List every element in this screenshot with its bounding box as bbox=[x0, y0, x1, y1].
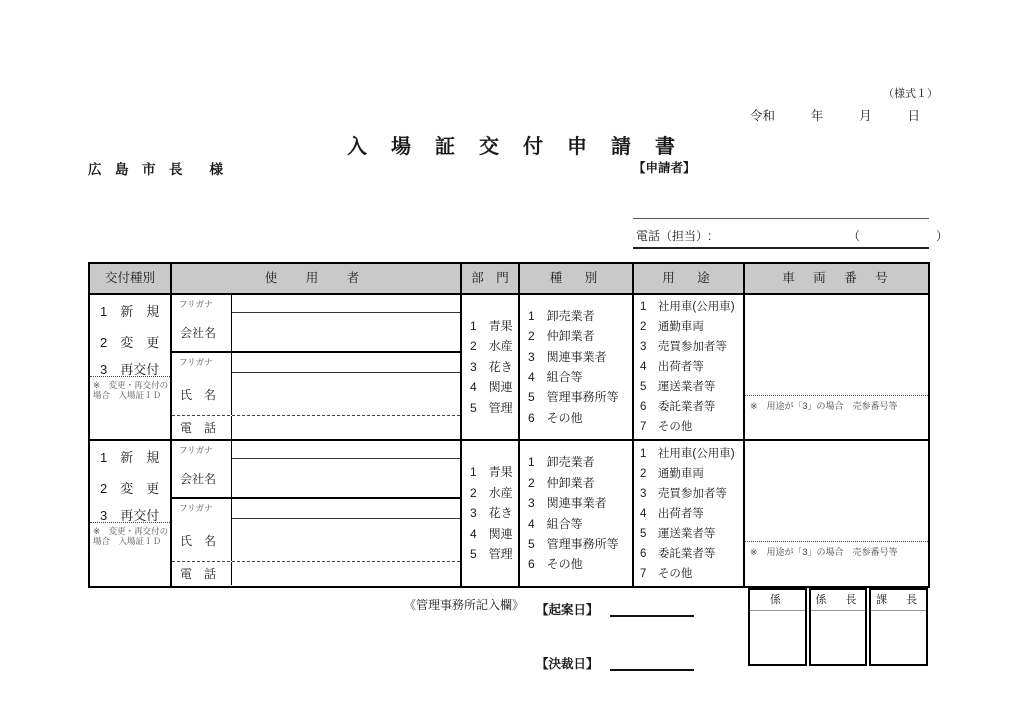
furigana-label: フリガナ bbox=[172, 295, 232, 313]
phone-row bbox=[172, 416, 460, 439]
date-era: 令和 bbox=[750, 109, 776, 123]
phone-write-area bbox=[232, 416, 460, 439]
approval-cell-staff bbox=[748, 588, 807, 666]
category-option: 1 卸売業者 bbox=[528, 308, 595, 323]
purpose-cell bbox=[634, 441, 745, 586]
user-cell bbox=[172, 295, 462, 439]
header-purpose: 用 途 bbox=[634, 264, 745, 293]
vehicle-number-cell bbox=[745, 295, 928, 439]
header-department: 部 門 bbox=[462, 264, 520, 293]
company-row bbox=[172, 313, 460, 353]
approval-header-chief: 係 長 bbox=[811, 590, 866, 611]
furigana-label: フリガナ bbox=[172, 441, 232, 459]
department-option: 5 管理 bbox=[470, 547, 513, 562]
category-option: 2 仲卸業者 bbox=[528, 475, 595, 490]
phone-underline bbox=[633, 247, 929, 249]
vehicle-note: ※ 用途が「3」の場合 売参番号等 bbox=[750, 547, 898, 557]
furigana-row-2 bbox=[172, 499, 460, 519]
purpose-option: 3 売買参加者等 bbox=[640, 487, 727, 500]
furigana-write-area bbox=[232, 295, 460, 313]
category-option: 6 その他 bbox=[528, 410, 583, 425]
furigana-label: フリガナ bbox=[172, 353, 232, 373]
furigana-label: フリガナ bbox=[172, 499, 232, 519]
form-code: （様式１） bbox=[883, 88, 938, 100]
category-option: 6 その他 bbox=[528, 557, 583, 572]
category-option: 4 組合等 bbox=[528, 370, 583, 384]
department-option: 1 青果 bbox=[470, 465, 513, 480]
category-option: 3 関連事業者 bbox=[528, 349, 607, 364]
department-option: 3 花き bbox=[470, 359, 513, 374]
issue-type-option-new: 1 新 規 bbox=[100, 304, 160, 319]
department-option: 1 青果 bbox=[470, 318, 513, 333]
department-option: 4 関連 bbox=[470, 526, 513, 541]
issue-type-option-reissue: 3 再交付 bbox=[100, 362, 160, 377]
header-issue-type: 交付種別 bbox=[90, 264, 172, 293]
department-option: 3 花き bbox=[470, 506, 513, 521]
furigana-row bbox=[172, 295, 460, 313]
purpose-option: 4 出荷者等 bbox=[640, 507, 704, 520]
draft-date-write-line bbox=[610, 615, 694, 617]
phone-row-label: 電 話 bbox=[172, 416, 232, 439]
table-header-row bbox=[90, 264, 928, 295]
vehicle-note-divider bbox=[745, 541, 928, 542]
application-block-1 bbox=[90, 295, 928, 441]
company-row bbox=[172, 459, 460, 499]
furigana-write-area bbox=[232, 353, 460, 373]
approval-header-staff: 係 bbox=[750, 590, 805, 611]
phone-label: 電話（担当）: bbox=[636, 229, 712, 243]
company-label: 会社名 bbox=[172, 313, 232, 351]
date-day-label: 日 bbox=[907, 109, 920, 123]
issue-type-cell bbox=[90, 295, 172, 439]
department-option: 5 管理 bbox=[470, 400, 513, 415]
applicant-label: 【申請者】 bbox=[633, 161, 696, 175]
company-write-area bbox=[232, 313, 460, 351]
main-table bbox=[88, 262, 930, 588]
name-label: 氏 名 bbox=[172, 373, 232, 415]
user-cell bbox=[172, 441, 462, 586]
header-user: 使 用 者 bbox=[172, 264, 462, 293]
company-write-area bbox=[232, 459, 460, 497]
department-option: 2 水産 bbox=[470, 339, 513, 354]
applicant-write-line bbox=[633, 218, 929, 219]
phone-parens: （ ） bbox=[848, 229, 959, 243]
addressee: 広 島 市 長 様 bbox=[88, 162, 223, 177]
purpose-option: 2 通勤車両 bbox=[640, 321, 704, 333]
furigana-write-area bbox=[232, 499, 460, 519]
issue-type-option-change: 2 変 更 bbox=[100, 481, 160, 496]
approval-cell-chief bbox=[809, 588, 868, 666]
purpose-option: 6 委託業者等 bbox=[640, 401, 716, 413]
issue-type-option-new: 1 新 規 bbox=[100, 450, 160, 465]
date-month-label: 月 bbox=[859, 109, 872, 123]
issue-type-option-change: 2 変 更 bbox=[100, 335, 160, 350]
furigana-row-2 bbox=[172, 353, 460, 373]
purpose-option: 1 社用車(公用車) bbox=[640, 447, 735, 460]
issue-note-divider bbox=[90, 376, 170, 377]
draft-date-label: 【起案日】 bbox=[536, 603, 599, 617]
issue-note: ※ 変更・再交付の 場合 入場証ＩＤ bbox=[93, 380, 169, 400]
category-option: 2 仲卸業者 bbox=[528, 329, 595, 344]
date-line bbox=[750, 106, 920, 124]
department-option: 4 関連 bbox=[470, 380, 513, 395]
name-label: 氏 名 bbox=[172, 519, 232, 561]
category-option: 4 組合等 bbox=[528, 516, 583, 531]
issue-note: ※ 変更・再交付の 場合 入場証ＩＤ bbox=[93, 526, 169, 546]
header-vehicle-number: 車 両 番 号 bbox=[782, 271, 891, 285]
purpose-option: 7 その他 bbox=[640, 421, 693, 433]
company-label: 会社名 bbox=[172, 459, 232, 497]
category-option: 5 管理事務所等 bbox=[528, 536, 619, 551]
issue-type-cell bbox=[90, 441, 172, 586]
category-option: 1 卸売業者 bbox=[528, 455, 595, 470]
name-write-area bbox=[232, 519, 460, 561]
name-row bbox=[172, 519, 460, 562]
application-block-2 bbox=[90, 441, 928, 586]
approval-stamp-table bbox=[748, 588, 928, 666]
office-section-label: 《管理事務所記入欄》 bbox=[404, 598, 525, 612]
purpose-option: 5 運送業者等 bbox=[640, 381, 716, 393]
header-category: 種 別 bbox=[520, 264, 634, 293]
category-cell bbox=[520, 441, 634, 586]
issue-type-option-reissue: 3 再交付 bbox=[100, 508, 160, 523]
purpose-option: 3 売買参加者等 bbox=[640, 341, 727, 353]
purpose-cell bbox=[634, 295, 745, 439]
form-title: 入 場 証 交 付 申 請 書 bbox=[347, 136, 677, 158]
purpose-option: 2 通勤車両 bbox=[640, 467, 704, 480]
purpose-option: 4 出荷者等 bbox=[640, 361, 704, 373]
phone-row bbox=[172, 562, 460, 585]
department-cell bbox=[462, 295, 520, 439]
vehicle-note: ※ 用途が「3」の場合 売参番号等 bbox=[750, 401, 898, 411]
phone-write-area bbox=[232, 562, 460, 585]
approval-header-manager: 課 長 bbox=[871, 590, 926, 611]
date-year-label: 年 bbox=[810, 109, 824, 123]
purpose-option: 7 その他 bbox=[640, 567, 693, 580]
department-cell bbox=[462, 441, 520, 586]
furigana-row bbox=[172, 441, 460, 459]
category-option: 5 管理事務所等 bbox=[528, 390, 619, 405]
phone-row-label: 電 話 bbox=[172, 562, 232, 585]
vehicle-note-divider bbox=[745, 395, 928, 396]
purpose-option: 5 運送業者等 bbox=[640, 527, 716, 540]
approval-cell-manager bbox=[869, 588, 928, 666]
vehicle-number-cell bbox=[745, 441, 928, 586]
decision-date-write-line bbox=[610, 669, 694, 671]
furigana-write-area bbox=[232, 441, 460, 459]
name-row bbox=[172, 373, 460, 416]
department-option: 2 水産 bbox=[470, 485, 513, 500]
decision-date-label: 【決裁日】 bbox=[536, 657, 599, 671]
category-cell bbox=[520, 295, 634, 439]
purpose-option: 6 委託業者等 bbox=[640, 547, 716, 560]
purpose-option: 1 社用車(公用車) bbox=[640, 301, 735, 313]
issue-note-divider bbox=[90, 522, 170, 523]
category-option: 3 関連事業者 bbox=[528, 496, 607, 511]
name-write-area bbox=[232, 373, 460, 415]
